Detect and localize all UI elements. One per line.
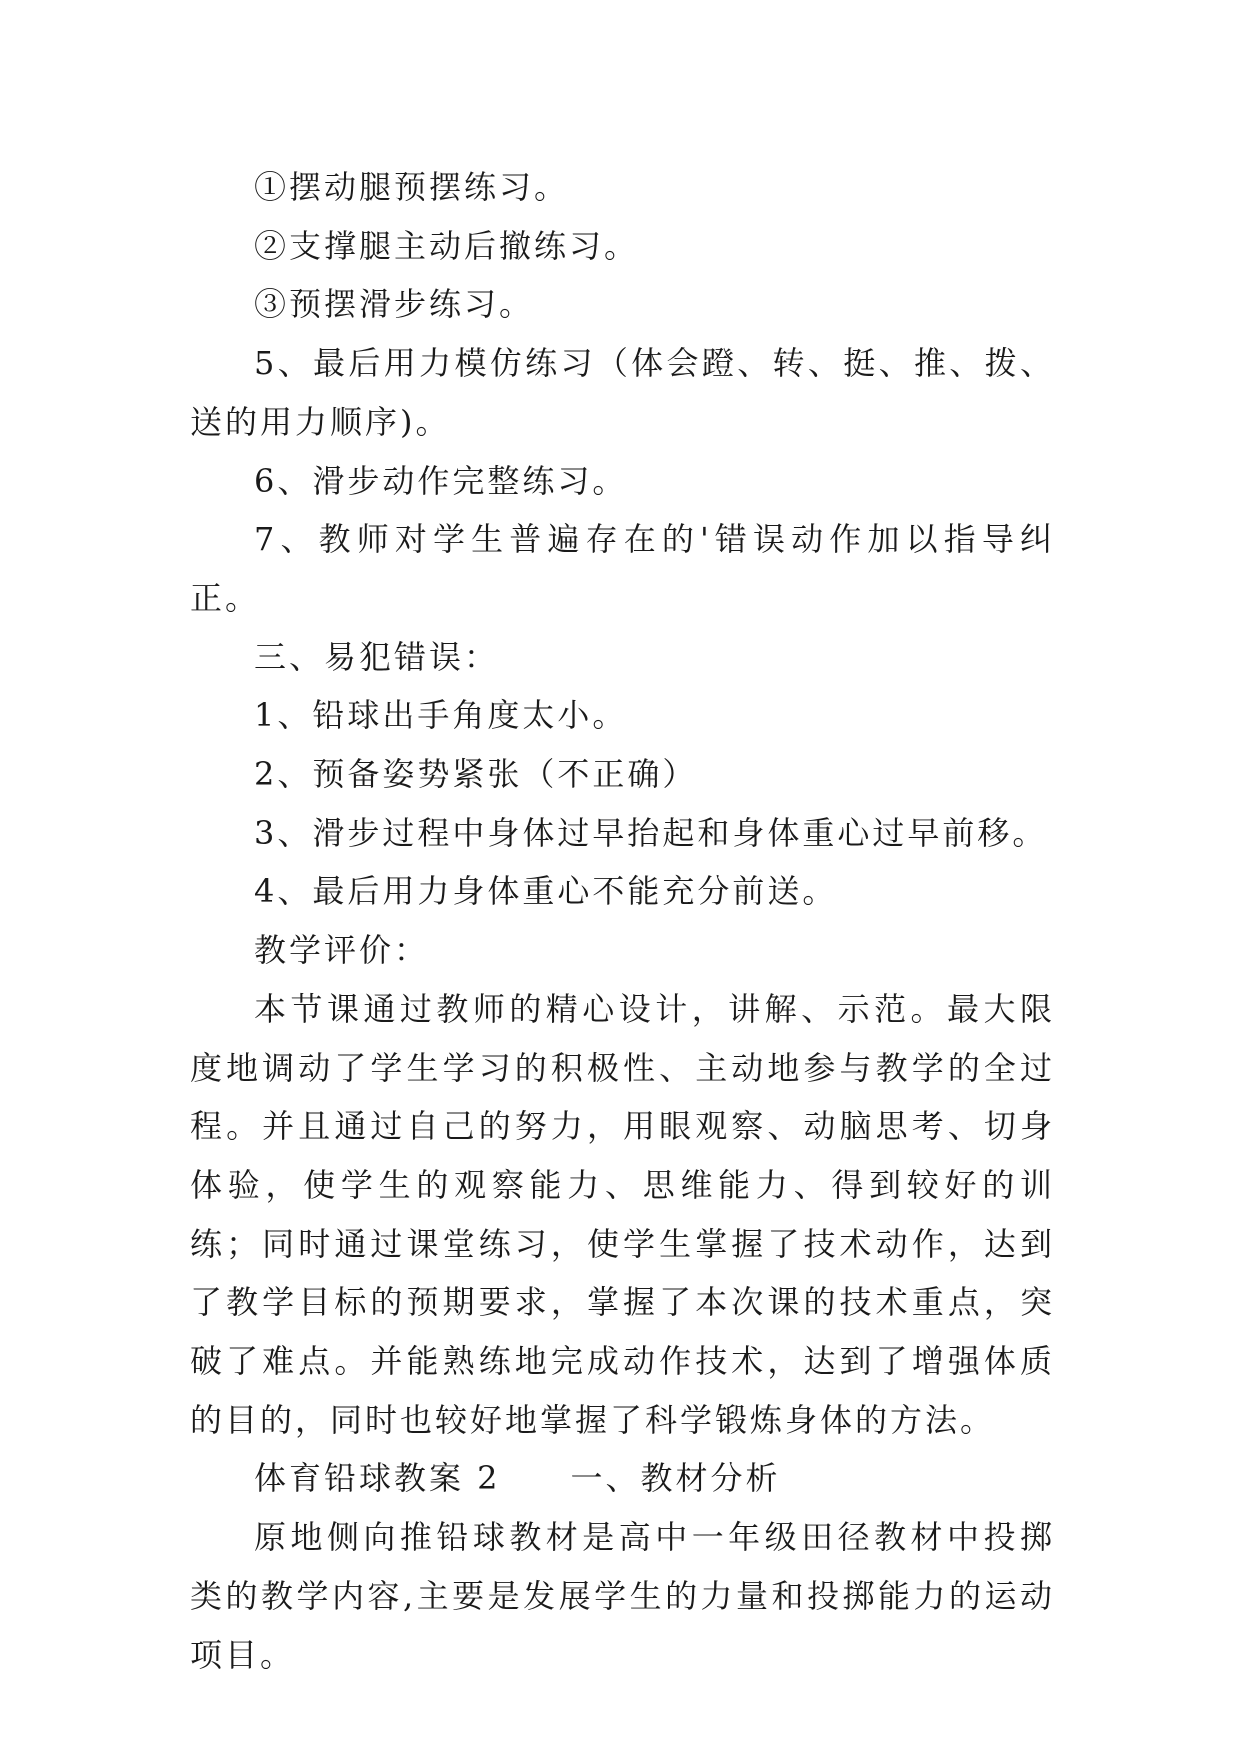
paragraph-step-2: ②支撑腿主动后撤练习。 — [254, 226, 640, 265]
paragraph-item-6: 6、滑步动作完整练习。 — [254, 461, 628, 500]
document-body — [190, 158, 1055, 1684]
paragraph-item-7: 7、教师对学生普遍存在的'错误动作加以指导纠正。 — [190, 520, 1055, 617]
paragraph-material-analysis: 原地侧向推铅球教材是高中一年级田径教材中投掷类的教学内容,主要是发展学生的力量和投掷能力的运动项目。 — [190, 1518, 1055, 1674]
section-heading-evaluation: 教学评价： — [254, 931, 430, 970]
paragraph-error-2: 2、预备姿势紧张（不正确） — [254, 755, 698, 794]
lesson-plan-heading — [190, 1449, 1055, 1508]
paragraph-evaluation: 本节课通过教师的精心设计，讲解、示范。最大限度地调动了学生学习的积极性、主动地参与教学的全过程。并且通过自己的努力，用眼观察、动脑思考、切身体验，使学生的观察能力、思维能力、得到较好的训练；同时通过课堂练习，使学生掌握了技术动作，达到了教学目标的预期要求，掌握了本次课的技术重点，突破了难点。并能熟练地完成动作技术，达到了增强体质的目的，同时也较好地掌握了科学锻炼身体的方法。 — [190, 989, 1055, 1439]
paragraph-step-1: ①摆动腿预摆练习。 — [254, 168, 570, 206]
lesson-plan-subtitle: 一、教材分析 — [570, 1459, 781, 1498]
paragraph-step-3: ③预摆滑步练习。 — [254, 285, 535, 324]
paragraph-error-4: 4、最后用力身体重心不能充分前送。 — [254, 872, 838, 911]
paragraph-error-1: 1、铅球出手角度太小。 — [254, 696, 628, 735]
paragraph-error-3: 3、滑步过程中身体过早抬起和身体重心过早前移。 — [254, 813, 1048, 852]
paragraph-item-5: 5、最后用力模仿练习（体会蹬、转、挺、推、拨、送的用力顺序)。 — [190, 344, 1055, 441]
lesson-plan-title: 体育铅球教案 2 — [254, 1459, 501, 1498]
section-heading-errors: 三、易犯错误： — [254, 637, 500, 676]
